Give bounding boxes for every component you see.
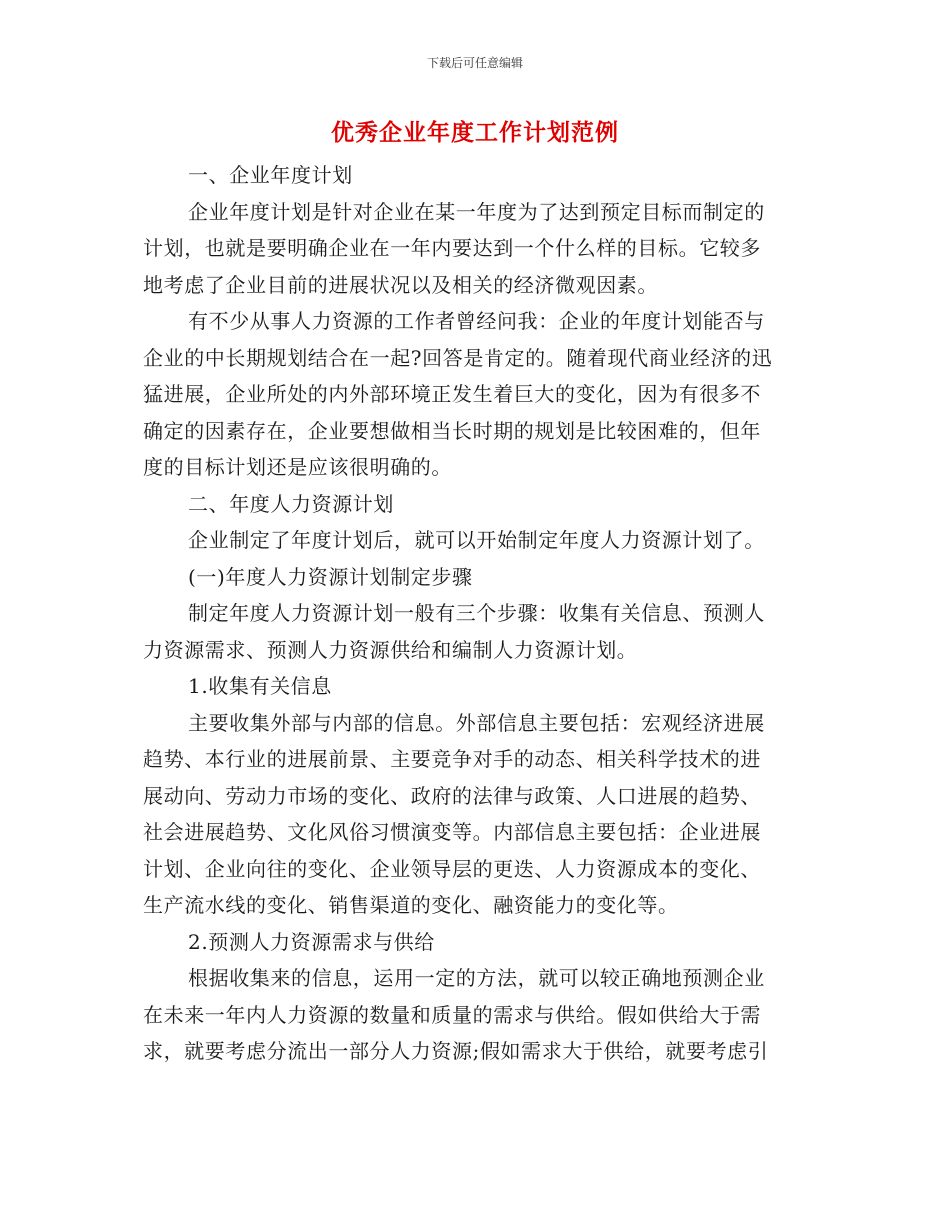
text-line: 计划，也就是要明确企业在一年内要达到一个什么样的目标。它较多: [143, 236, 761, 260]
text-line: 企业的中长期规划结合在一起?回答是肯定的。随着现代商业经济的迅: [143, 345, 773, 370]
text-line: 生产流水线的变化、销售渠道的变化、融资能力的变化等。: [143, 893, 679, 917]
text-line: 二、年度人力资源计划: [188, 491, 394, 516]
text-line: 2.预测人力资源需求与供给: [188, 929, 435, 954]
document-body: [143, 157, 808, 1070]
text-line: 趋势、本行业的进展前景、主要竞争对手的动态、相关科学技术的进: [143, 747, 761, 771]
text-line: 企业年度计划是针对企业在某一年度为了达到预定目标而制定的: [188, 199, 765, 224]
text-line: 企业制定了年度计划后，就可以开始制定年度人力资源计划了。: [188, 528, 765, 552]
text-line: 制定年度人力资源计划一般有三个步骤：收集有关信息、预测人: [188, 601, 765, 625]
text-line: 地考虑了企业目前的进展状况以及相关的经济微观因素。: [143, 272, 658, 297]
text-line: 计划、企业向往的变化、企业领导层的更迭、人力资源成本的变化、: [143, 856, 761, 881]
text-line: 度的目标计划还是应该很明确的。: [143, 455, 452, 479]
text-line: 一、企业年度计划: [188, 163, 353, 187]
text-line: 社会进展趋势、文化风俗习惯演变等。内部信息主要包括：企业进展: [143, 820, 761, 844]
text-line: 1.收集有关信息: [188, 674, 332, 698]
text-line: 展动向、劳动力市场的变化、政府的法律与政策、人口进展的趋势、: [143, 783, 761, 808]
header-note: 下载后可任意编辑: [426, 56, 523, 70]
text-line: 有不少从事人力资源的工作者曾经问我：企业的年度计划能否与: [188, 309, 765, 333]
text-line: 根据收集来的信息，运用一定的方法，就可以较正确地预测企业: [188, 966, 765, 990]
text-line: (一)年度人力资源计划制定步骤: [188, 564, 473, 589]
text-line: 主要收集外部与内部的信息。外部信息主要包括：宏观经济进展: [188, 710, 765, 735]
text-line: 在未来一年内人力资源的数量和质量的需求与供给。假如供给大于需: [143, 1002, 761, 1027]
document-title: 优秀企业年度工作计划范例: [331, 120, 619, 146]
text-line: 力资源需求、预测人力资源供给和编制人力资源计划。: [143, 637, 638, 662]
text-line: 猛进展，企业所处的内外部环境正发生着巨大的变化，因为有很多不: [143, 382, 761, 406]
text-line: 求，就要考虑分流出一部分人力资源;假如需求大于供给，就要考虑引: [143, 1039, 769, 1063]
text-line: 确定的因素存在，企业要想做相当长时期的规划是比较困难的，但年: [143, 418, 761, 443]
